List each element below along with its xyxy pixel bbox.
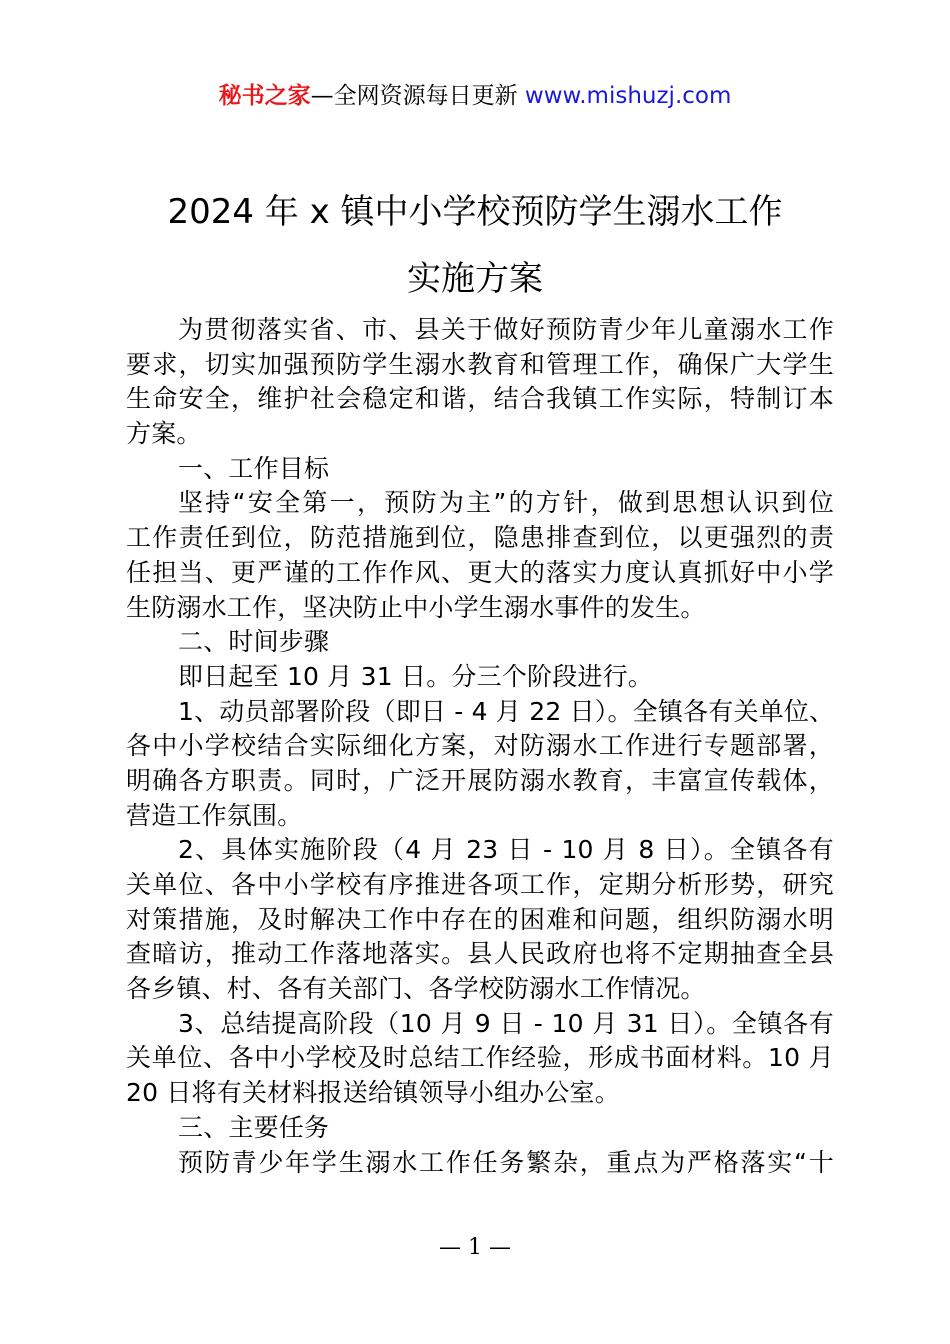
document-title-line-1: 2024 年 x 镇中小学校预防学生溺水工作 [167, 192, 783, 232]
body-line: 2、具体实施阶段（4 月 23 日 - 10 月 8 日）。全镇各有 [178, 835, 834, 865]
body-line: 坚持“安全第一，预防为主”的方针，做到思想认识到位 [178, 488, 834, 518]
document-body [126, 313, 834, 1180]
page-number: — 1 — [439, 1235, 511, 1260]
site-header [0, 80, 950, 112]
section-heading: 一、工作目标 [178, 453, 330, 483]
body-line: 为贯彻落实省、市、县关于做好预防青少年儿童溺水工作 [178, 315, 834, 344]
body-line: 各乡镇、村、各有关部门、各学校防溺水工作情况。 [126, 974, 706, 1004]
body-line: 对策措施，及时解决工作中存在的困难和问题，组织防溺水明 [126, 904, 834, 934]
body-line: 3、总结提高阶段（10 月 9 日 - 10 月 31 日）。全镇各有 [178, 1008, 834, 1038]
body-line: 预防青少年学生溺水工作任务繁杂，重点为严格落实“十 [178, 1147, 834, 1177]
site-slogan: —全网资源每日更新 [310, 83, 525, 109]
body-line: 营造工作氛围。 [126, 800, 303, 830]
body-line: 关单位、各中小学校及时总结工作经验，形成书面材料。10 月 [126, 1043, 834, 1073]
body-line: 关单位、各中小学校有序推进各项工作，定期分析形势，研究 [126, 870, 834, 899]
section-heading: 三、主要任务 [178, 1112, 330, 1142]
site-brand: 秘书之家 [218, 83, 311, 109]
body-line: 明确各方职责。同时，广泛开展防溺水教育，丰富宣传载体， [126, 765, 834, 795]
site-url[interactable]: www.mishuzj.com [524, 83, 732, 109]
body-line: 各中小学校结合实际细化方案，对防溺水工作进行专题部署， [126, 731, 834, 761]
body-line: 要求，切实加强预防学生溺水教育和管理工作，确保广大学生 [126, 349, 834, 379]
document-title-line-2: 实施方案 [407, 259, 543, 299]
body-line: 生命安全，维护社会稳定和谐，结合我镇工作实际，特制订本 [126, 384, 834, 414]
body-line: 工作责任到位，防范措施到位，隐患排查到位，以更强烈的责 [126, 523, 834, 553]
body-line: 20 日将有关材料报送给镇领导小组办公室。 [126, 1078, 620, 1108]
body-line: 即日起至 10 月 31 日。分三个阶段进行。 [178, 661, 654, 691]
body-line: 生防溺水工作，坚决防止中小学生溺水事件的发生。 [126, 592, 706, 622]
body-line: 任担当、更严谨的工作作风、更大的落实力度认真抓好中小学 [126, 557, 834, 587]
body-line: 方案。 [126, 419, 202, 449]
body-line: 查暗访，推动工作落地落实。县人民政府也将不定期抽查全县 [126, 939, 834, 969]
body-line: 1、动员部署阶段（即日 - 4 月 22 日）。全镇各有关单位、 [178, 696, 835, 726]
section-heading: 二、时间步骤 [178, 627, 330, 657]
